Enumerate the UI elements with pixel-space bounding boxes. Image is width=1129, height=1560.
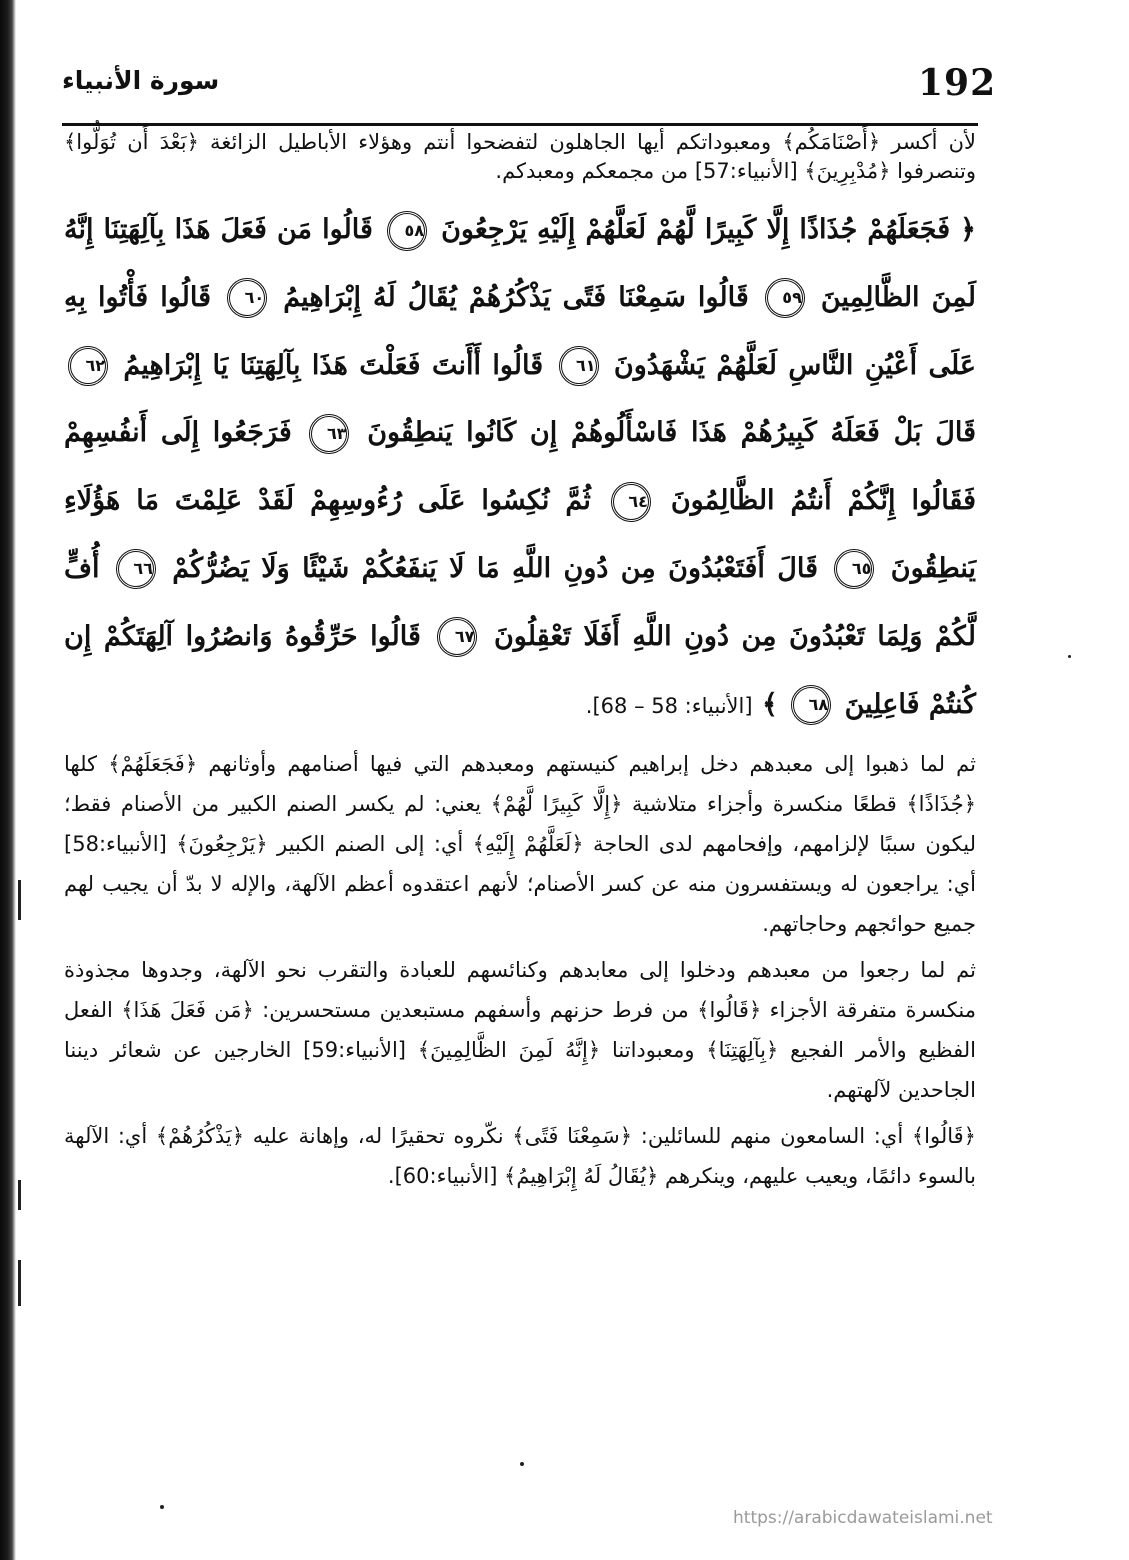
binding-mark	[18, 880, 21, 920]
verse-text: قَالُوا سَمِعْنَا فَتًى يَذْكُرُهُمْ يُقَالُ لَهُ إِبْرَاهِيمُ	[283, 281, 749, 313]
page-body	[64, 128, 976, 1196]
verse-text: أُفٍّ لَّكُمْ وَلِمَا تَعْبُدُونَ مِن دُونِ اللَّهِ أَفَلَا تَعْقِلُونَ	[64, 552, 977, 652]
header-rule	[62, 123, 978, 126]
verse-closing-bracket: ﴾	[761, 688, 778, 720]
commentary-paragraph: ثم لما ذهبوا إلى معبدهم دخل إبراهيم كنيستهم ومعبدهم التي فيها أصنامهم وأوثانهم ﴿فَجَعَلَهُمْ﴾ كلها ﴿جُذَاذًا﴾ قطعًا منكسرة وأجزاء متلاشية ﴿إِلَّا كَبِيرًا لَّهُمْ﴾ يعني: لم يكسر الصنم الكبير من الأصنام فقط؛ ليكون سببًا لإلزامهم، وإفحامهم لدى الحاجة ﴿لَعَلَّهُمْ إِلَيْهِ﴾ أي: إلى الصنم الكبير ﴿يَرْجِعُونَ﴾ [الأنبياء:58] أي: يراجعون له ويستفسرون منه عن كسر الأصنام؛ لأنهم اعتقدوه أعظم الآلهة، والإله لا بدّ أن يجيب لهم جميع حوائجهم وحاجاتهم.	[64, 752, 976, 937]
verse-reference: [الأنبياء: 58 – 68].	[585, 693, 753, 718]
verse-text: فَرَجَعُوا إِلَى أَنفُسِهِمْ فَقَالُوا إِنَّكُمْ أَنتُمُ الظَّالِمُونَ	[64, 417, 976, 517]
ayah-number-marker: ٦٧	[437, 617, 477, 657]
commentary-paragraph: ثم لما رجعوا من معبدهم ودخلوا إلى معابدهم وكنائسهم للعبادة والتقرب نحو الآلهة، وجدوها مجذوذة منكسرة متفرقة الأجزاء ﴿قَالُوا﴾ من فرط حزنهم وأسفهم مستبعدين مستحسرين: ﴿مَن فَعَلَ هَذَا﴾ الفعل الفظيع والأمر الفجيع ﴿بِآلِهَتِنَا﴾ ومعبوداتنا ﴿إِنَّهُ لَمِنَ الظَّالِمِينَ﴾ [الأنبياء:59] الخارجين عن شعائر ديننا الجاحدين لآلهتهم.	[64, 958, 976, 1103]
intro-paragraph: لأن أكسر ﴿أَصْنَامَكُم﴾ ومعبوداتكم أيها الجاهلون لتفضحوا أنتم وهؤلاء الأباطيل الزائغة ﴿بَعْدَ أَن تُوَلُّوا﴾ وتنصرفوا ﴿مُدْبِرِينَ﴾ [الأنبياء:57] من مجمعكم ومعبدكم.	[64, 130, 976, 183]
ayah-number-marker: ٦٠	[227, 278, 267, 318]
verse-text: قَالَ أَفَتَعْبُدُونَ مِن دُونِ اللَّهِ مَا لَا يَنفَعُكُمْ شَيْئًا وَلَا يَضُرُّكُمْ	[172, 552, 819, 584]
binding-mark	[18, 1180, 21, 1210]
verse-text: قَالَ بَلْ فَعَلَهُ كَبِيرُهُمْ هَذَا فَاسْأَلُوهُمْ إِن كَانُوا يَنطِقُونَ	[367, 417, 976, 449]
verse-text: ثُمَّ نُكِسُوا عَلَى رُءُوسِهِمْ لَقَدْ عَلِمْتَ مَا هَؤُلَاءِ يَنطِقُونَ	[64, 485, 977, 584]
page-number: 192	[918, 62, 997, 104]
verse-text: قَالُوا مَن فَعَلَ هَذَا بِآلِهَتِنَا إِنَّهُ لَمِنَ الظَّالِمِينَ	[64, 214, 977, 313]
ayah-number-marker: ٦٦	[116, 549, 156, 589]
site-watermark: https://arabicdawateislami.net	[733, 1508, 993, 1528]
verse-text: قَالُوا أَأَنتَ فَعَلْتَ هَذَا بِآلِهَتِنَا يَا إِبْرَاهِيمُ	[123, 349, 544, 381]
ayah-number-marker: ٦١	[559, 346, 599, 386]
commentary-paragraph: ﴿قَالُوا﴾ أي: السامعون منهم للسائلين: ﴿سَمِعْنَا فَتًى﴾ نكّروه تحقيرًا له، وإهانة عليه ﴿يَذْكُرُهُمْ﴾ أي: الآلهة بالسوء دائمًا، ويعيب عليهم، وينكرهم ﴿يُقَالُ لَهُ إِبْرَاهِيمُ﴾ [الأنبياء:60].	[64, 1124, 976, 1189]
print-speck	[160, 1505, 164, 1509]
quran-verses	[64, 196, 976, 740]
ayah-number-marker: ٦٣	[309, 414, 349, 454]
ayah-number-marker: ٦٨	[791, 685, 831, 725]
surah-title: سورة الأنبياء	[62, 66, 220, 95]
verse-text: قَالُوا فَأْتُوا بِهِ عَلَى أَعْيُنِ النَّاسِ لَعَلَّهُمْ يَشْهَدُونَ	[64, 281, 977, 381]
book-binding-shadow	[0, 0, 16, 1560]
ayah-number-marker: ٥٨	[387, 211, 427, 251]
ayah-number-marker: ٦٤	[611, 482, 651, 522]
binding-mark	[18, 1260, 21, 1306]
ayah-number-marker: ٥٩	[765, 278, 805, 318]
verse-text: ﴿ فَجَعَلَهُمْ جُذَاذًا إِلَّا كَبِيرًا لَّهُمْ لَعَلَّهُمْ إِلَيْهِ يَرْجِعُونَ	[441, 214, 977, 245]
ayah-number-marker: ٦٢	[68, 346, 108, 386]
print-speck	[1068, 655, 1071, 658]
verse-text: قَالُوا حَرِّقُوهُ وَانصُرُوا آلِهَتَكُمْ إِن كُنتُمْ فَاعِلِينَ	[64, 620, 976, 720]
print-speck	[520, 1462, 524, 1466]
ayah-number-marker: ٦٥	[834, 549, 874, 589]
